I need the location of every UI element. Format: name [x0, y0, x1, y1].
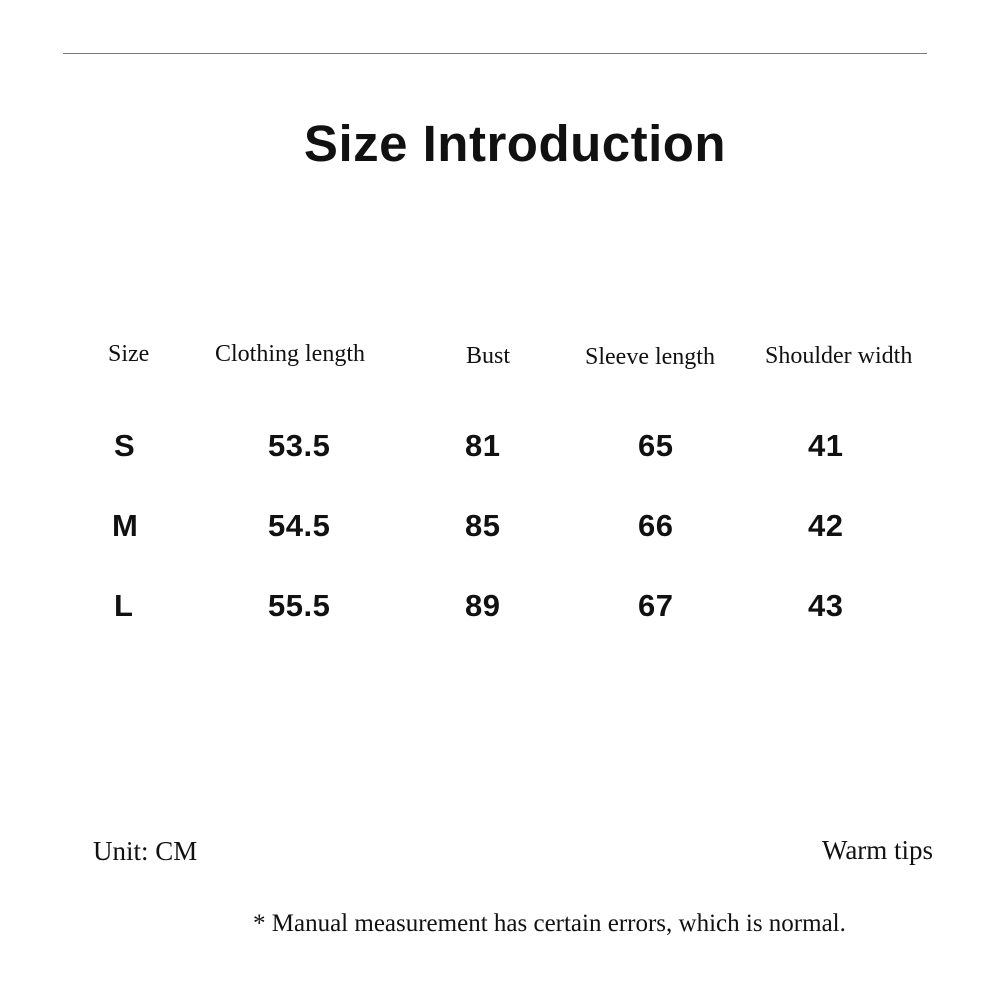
row-l-clothing-length: 55.5 [268, 588, 331, 623]
row-l-bust: 89 [465, 588, 501, 623]
row-m-clothing-length: 54.5 [268, 508, 331, 543]
header-sleeve-length: Sleeve length [585, 344, 715, 370]
row-m-bust: 85 [465, 508, 501, 543]
unit-label: Unit: CM [93, 836, 198, 866]
row-s-sleeve-length: 65 [638, 428, 674, 463]
row-s-clothing-length: 53.5 [268, 428, 331, 463]
row-l-shoulder-width: 43 [808, 588, 844, 623]
row-l-sleeve-length: 67 [638, 588, 674, 623]
row-s-bust: 81 [465, 428, 501, 463]
row-m-sleeve-length: 66 [638, 508, 674, 543]
page-title: Size Introduction [303, 115, 727, 172]
header-clothing-length: Clothing length [215, 341, 365, 367]
row-m-size: M [112, 508, 139, 543]
header-shoulder-width: Shoulder width [765, 343, 913, 369]
row-l-size: L [114, 588, 134, 623]
row-s-shoulder-width: 41 [808, 428, 844, 463]
header-size: Size [108, 341, 150, 367]
row-m-shoulder-width: 42 [808, 508, 844, 543]
header-bust: Bust [466, 343, 511, 369]
warm-tips-title: Warm tips [822, 835, 934, 865]
row-s-size: S [114, 428, 136, 463]
measurement-note: * Manual measurement has certain errors, which is normal. [253, 910, 846, 937]
